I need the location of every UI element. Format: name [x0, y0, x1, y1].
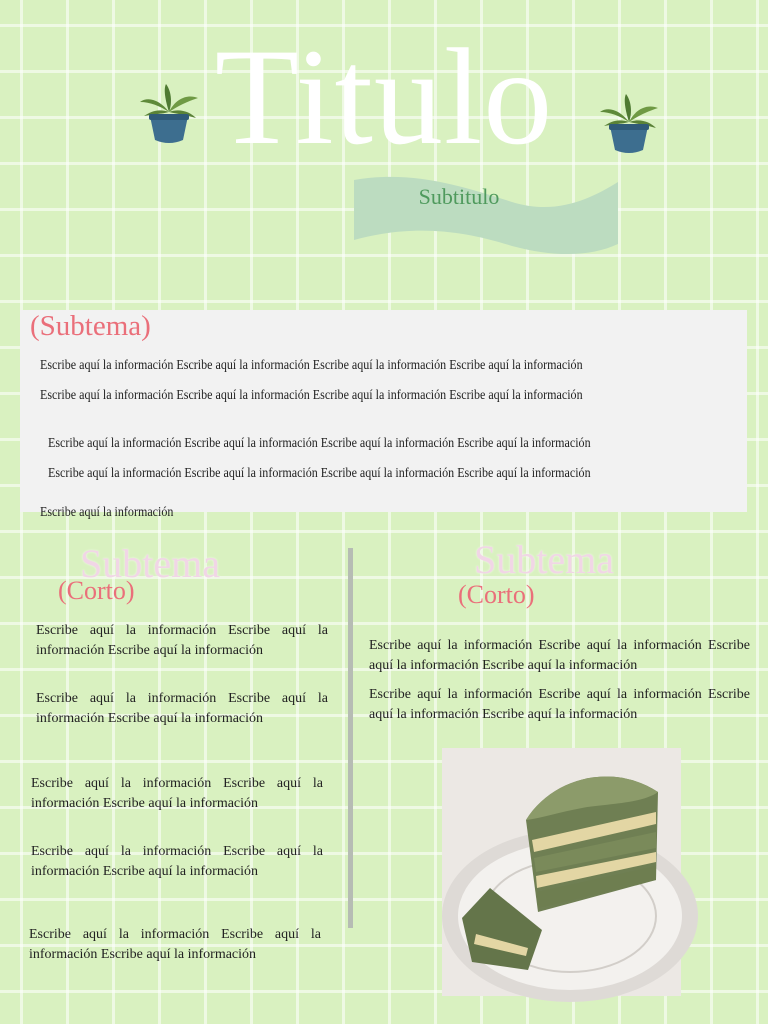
right-paragraph: Escribe aquí la información Escribe aquí la información Escribe aquí la información Escribe aquí la información [369, 638, 750, 673]
right-subtopic-heading: Subtema [474, 537, 614, 582]
right-subtopic-subheading: (Corto) [458, 580, 535, 609]
panel-line: Escribe aquí la información [40, 505, 174, 520]
panel-heading: (Subtema) [30, 310, 151, 342]
left-paragraph: Escribe aquí la información Escribe aquí la información Escribe aquí la información [29, 927, 321, 962]
potted-plant-icon [136, 82, 202, 146]
page-title: Titulo [214, 20, 554, 173]
panel-line: Escribe aquí la información Escribe aquí la información Escribe aquí la información Escribe aquí la información [40, 358, 583, 373]
subtopic-panel [20, 310, 747, 520]
subtitle-ribbon [352, 168, 620, 260]
page-subtitle: Subtitulo [418, 184, 500, 209]
cake-photo [442, 748, 681, 996]
left-paragraph: Escribe aquí la información Escribe aquí la información Escribe aquí la información [36, 691, 328, 726]
left-paragraph: Escribe aquí la información Escribe aquí la información Escribe aquí la información [36, 623, 328, 658]
panel-line: Escribe aquí la información Escribe aquí la información Escribe aquí la información Escribe aquí la información [40, 388, 583, 403]
left-paragraph: Escribe aquí la información Escribe aquí la información Escribe aquí la información [31, 776, 323, 811]
potted-plant-icon [596, 92, 662, 156]
column-divider [348, 548, 353, 928]
left-paragraph: Escribe aquí la información Escribe aquí la información Escribe aquí la información [31, 844, 323, 879]
right-paragraph: Escribe aquí la información Escribe aquí la información Escribe aquí la información Escribe aquí la información [369, 687, 750, 722]
panel-line: Escribe aquí la información Escribe aquí la información Escribe aquí la información Escribe aquí la información [48, 436, 591, 451]
left-subtopic-subheading: (Corto) [58, 576, 135, 605]
panel-line: Escribe aquí la información Escribe aquí la información Escribe aquí la información Escribe aquí la información [48, 466, 591, 481]
left-subtopic-heading: Subtema [80, 541, 220, 586]
